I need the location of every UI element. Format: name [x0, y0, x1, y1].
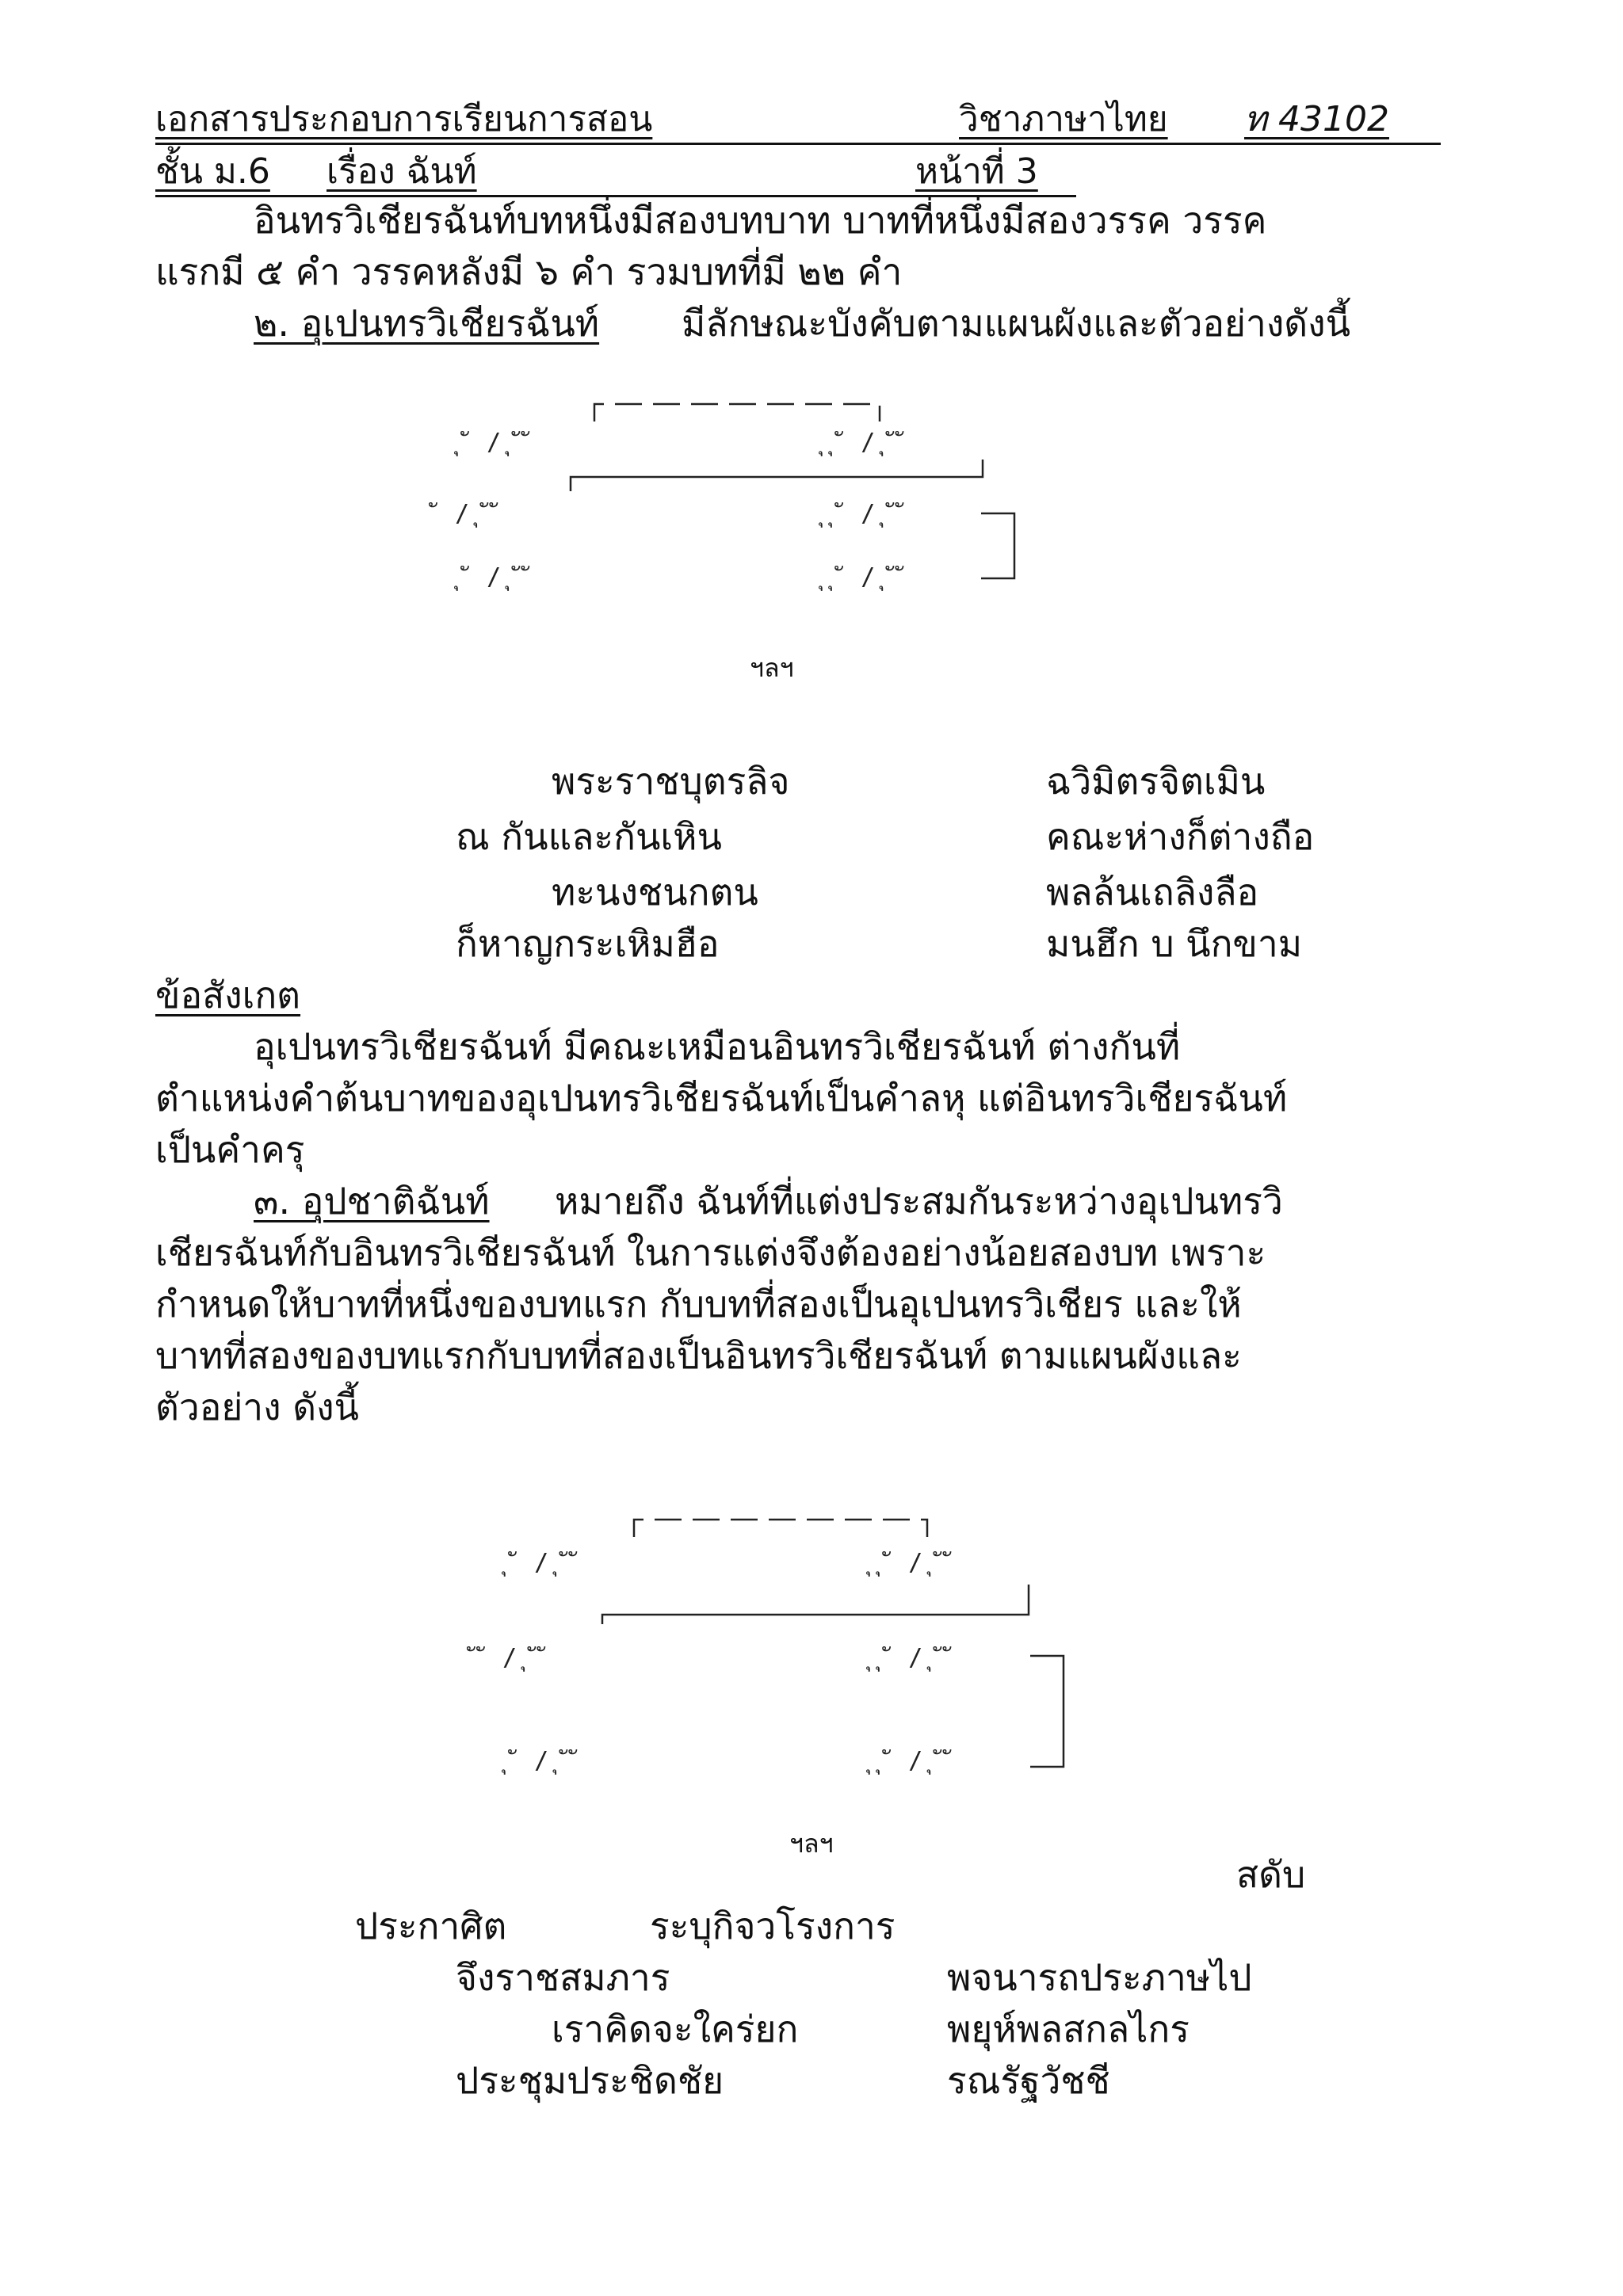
header-rule-2	[155, 195, 1076, 197]
scheme-row2-left: ั ั / ุ ั ั	[475, 1644, 548, 1672]
poem2-l4-b: มนฮึก บ นึกขาม	[1046, 922, 1303, 965]
section3-line-2: เชียรฉันท์กับอินทรวิเชียรฉันท์ ในการแต่งจึงต้องอย่างน้อยสองบท เพราะ	[155, 1231, 1266, 1274]
poem3-l2-a: จึงราชสมภาร	[456, 1956, 670, 1999]
scheme-row1-left: ุ ั / ุ ั ั	[460, 429, 532, 456]
scheme-row2-right: ุ ุ ั / ุ ั ั	[824, 500, 906, 528]
header-rule-1	[155, 143, 1441, 145]
scheme-row3-right: ุ ุ ั / ุ ั ั	[872, 1747, 953, 1775]
poem-source: สดับ	[1236, 1853, 1306, 1896]
poem3-l4-a: ประชุมประชิดชัย	[456, 2059, 724, 2102]
section2-etc: ฯลฯ	[750, 653, 794, 683]
rhyme-link-2	[981, 513, 1014, 578]
section2-diagram	[428, 388, 1046, 626]
poem2-l4-a: ก็หาญกระเหิมฮือ	[456, 922, 720, 965]
rhyme-link-1	[571, 460, 983, 491]
section3-etc: ฯลฯ	[789, 1829, 834, 1859]
poem3-l4-b: รณรัฐวัชชี	[947, 2059, 1110, 2102]
rhyme-link-dashed	[634, 1520, 927, 1537]
poem2-l3-a: ทะนงชนกตน	[552, 871, 758, 913]
poem3-l3-a: เราคิดจะใคร่ยก	[552, 2008, 799, 2050]
section2-desc: มีลักษณะบังคับตามแผนผังและตัวอย่างดังนี้	[682, 302, 1351, 345]
scheme-row3-left: ุ ั / ุ ั ั	[460, 563, 532, 591]
observation-heading: ข้อสังเกต	[155, 974, 301, 1016]
course-code: ท 43102	[1244, 99, 1389, 139]
intro-line-2: แรกมี ๕ คำ วรรคหลังมี ๖ คำ รวมบทที่มี ๒๒ คำ	[155, 250, 903, 293]
poem2-l1-a: พระราชบุตรลิจ	[552, 760, 790, 803]
poem3-l1-a: ประกาศิต	[355, 1905, 507, 1947]
scheme-row3-left: ุ ั / ุ ั ั	[507, 1747, 579, 1775]
poem2-l1-b: ฉวิมิตรจิตเมิน	[1046, 760, 1266, 803]
observation-line-2: ตำแหน่งคำต้นบาทของอุเปนทรวิเชียรฉันท์เป็นคำลหุ แต่อินทรวิเชียรฉันท์	[155, 1077, 1288, 1119]
observation-line-3: เป็นคำครุ	[155, 1128, 305, 1171]
rhyme-link-2	[1030, 1656, 1064, 1767]
rhyme-link-1	[602, 1585, 1029, 1624]
poem3-l3-b: พยุห์พลสกลไกร	[947, 2008, 1190, 2050]
section2-title: ๒. อุเปนทรวิเชียรฉันท์	[254, 302, 600, 345]
scheme-row2-right: ุ ุ ั / ุ ั ั	[872, 1644, 953, 1672]
scheme-row1-right: ุ ุ ั / ุ ั ั	[872, 1549, 953, 1577]
scheme-row2-left: ุ ั / ุ ั ั	[428, 500, 500, 528]
subject: วิชาภาษาไทย	[959, 99, 1168, 139]
poem2-l2-b: คณะห่างก็ต่างถือ	[1046, 815, 1315, 858]
poem3-l2-b: พจนารถประภาษไป	[947, 1956, 1252, 1999]
grade: ชั้น ม.6	[155, 151, 270, 192]
section3-diagram	[460, 1497, 1094, 1798]
poem3-l1-b: ระบุกิจวโรงการ	[650, 1905, 896, 1947]
intro-line-1: อินทรวิเชียรฉันท์บทหนึ่งมีสองบทบาท บาทที่หนึ่งมีสองวรรค วรรค	[254, 199, 1267, 242]
rhyme-link-dashed	[594, 404, 880, 421]
section3-line-3: กำหนดให้บาทที่หนึ่งของบทแรก กับบทที่สองเป็นอุเปนทรวิเชียร และให้	[155, 1283, 1242, 1325]
scheme-row1-right: ุ ุ ั / ุ ั ั	[824, 429, 906, 456]
scheme-row3-right: ุ ุ ั / ุ ั ั	[824, 563, 906, 591]
poem2-l3-b: พลล้นเถลิงลือ	[1046, 871, 1259, 913]
section3-line-1: หมายถึง ฉันท์ที่แต่งประสมกันระหว่างอุเปนทรวิ	[555, 1180, 1283, 1222]
poem2-l2-a: ณ กันและกันเหิน	[456, 815, 722, 858]
doc-title: เอกสารประกอบการเรียนการสอน	[155, 99, 653, 139]
page-number: หน้าที่ 3	[915, 151, 1038, 192]
topic: เรื่อง ฉันท์	[327, 151, 477, 192]
observation-line-1: อุเปนทรวิเชียรฉันท์ มีคณะเหมือนอินทรวิเชียรฉันท์ ต่างกันที่	[254, 1025, 1181, 1068]
scheme-row1-left: ุ ั / ุ ั ั	[507, 1549, 579, 1577]
section3-title: ๓. อุปชาติฉันท์	[254, 1180, 490, 1222]
section3-line-5: ตัวอย่าง ดังนี้	[155, 1386, 359, 1428]
section3-line-4: บาทที่สองของบทแรกกับบทที่สองเป็นอินทรวิเชียรฉันท์ ตามแผนผังและ	[155, 1334, 1242, 1377]
